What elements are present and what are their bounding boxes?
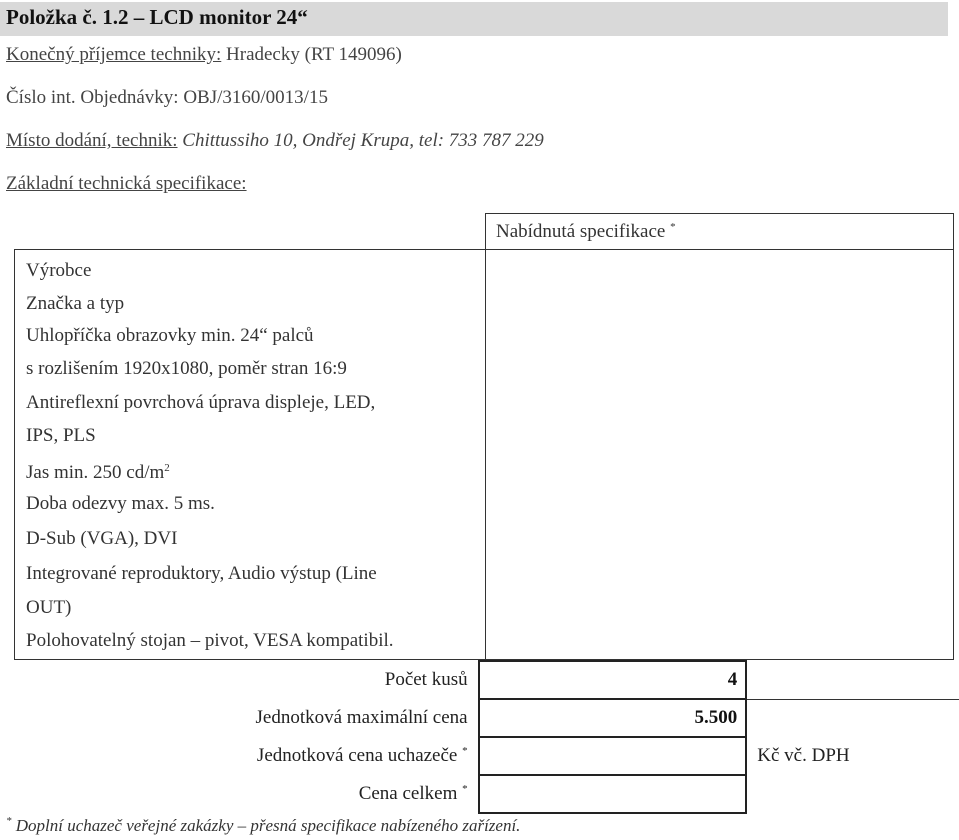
bid-price-label: Jednotková cena uchazeče [256, 745, 458, 766]
offered-header-label: Nabídnutá specifikace [496, 221, 666, 242]
row-manufacturer: Výrobce [26, 260, 92, 281]
item-title: Položka č. 1.2 – LCD monitor 24“ [6, 5, 308, 29]
spec-table [14, 213, 954, 660]
delivery-line [6, 130, 544, 152]
row-brand-type: Značka a typ [26, 293, 125, 314]
qty-label: Počet kusů [384, 669, 468, 690]
qty-value: 4 [479, 661, 747, 699]
bid-price-input[interactable] [479, 737, 747, 775]
currency-label: Kč vč. DPH [757, 745, 850, 766]
row-diagonal-1: Uhlopříčka obrazovky min. 24“ palců [26, 325, 314, 346]
brightness-text: Jas min. 250 cd/m [26, 462, 165, 483]
recipient-value: Hradecky (RT 149096) [226, 44, 402, 65]
offered-spec-header [486, 214, 954, 250]
total-asterisk: * [462, 783, 468, 795]
recipient-label: Konečný příjemce techniky: [6, 44, 222, 65]
row-antiglare-2: IPS, PLS [26, 425, 96, 446]
summary-table [14, 660, 959, 814]
total-input[interactable] [479, 775, 747, 813]
total-empty [746, 775, 959, 813]
bid-price-label-cell [14, 737, 479, 775]
max-price-empty [746, 699, 959, 737]
row-speakers-1: Integrované reproduktory, Audio výstup (Line [26, 563, 377, 584]
header-asterisk: * [670, 221, 676, 233]
order-label: Číslo int. Objednávky: [6, 87, 179, 108]
row-stand: Polohovatelný stojan – pivot, VESA kompatibil. [26, 630, 394, 651]
spec-requirements-cell [15, 250, 486, 660]
max-price-value: 5.500 [479, 699, 747, 737]
offered-spec-input-cell[interactable] [486, 250, 954, 660]
row-diagonal-2: s rozlišením 1920x1080, poměr stran 16:9 [26, 358, 347, 379]
footnote [6, 815, 520, 836]
footnote-text: Doplní uchazeč veřejné zakázky – přesná specifikace nabízeného zařízení. [15, 816, 521, 835]
order-value: OBJ/3160/0013/15 [183, 87, 328, 108]
row-antiglare-1: Antireflexní povrchová úprava displeje, LED, [26, 392, 376, 413]
bid-asterisk: * [462, 745, 468, 757]
delivery-value: Chittussiho 10, Ondřej Krupa, tel: 733 787 229 [182, 130, 544, 151]
footnote-asterisk: * [6, 815, 12, 827]
recipient-line [6, 44, 402, 66]
row-response: Doba odezvy max. 5 ms. [26, 493, 215, 514]
row-connectors: D-Sub (VGA), DVI [26, 528, 178, 549]
total-label-cell [14, 775, 479, 813]
row-brightness [26, 452, 485, 485]
row-speakers-2: OUT) [26, 597, 72, 618]
order-line [6, 87, 328, 109]
spec-requirements [15, 250, 485, 658]
spec-heading: Základní technická specifikace: [6, 173, 247, 194]
delivery-label: Místo dodání, technik: [6, 130, 178, 151]
spec-header-empty [15, 214, 486, 250]
qty-empty [746, 661, 959, 699]
total-label: Cena celkem [358, 783, 458, 804]
brightness-sup: 2 [164, 462, 170, 474]
max-price-label: Jednotková maximální cena [255, 707, 468, 728]
